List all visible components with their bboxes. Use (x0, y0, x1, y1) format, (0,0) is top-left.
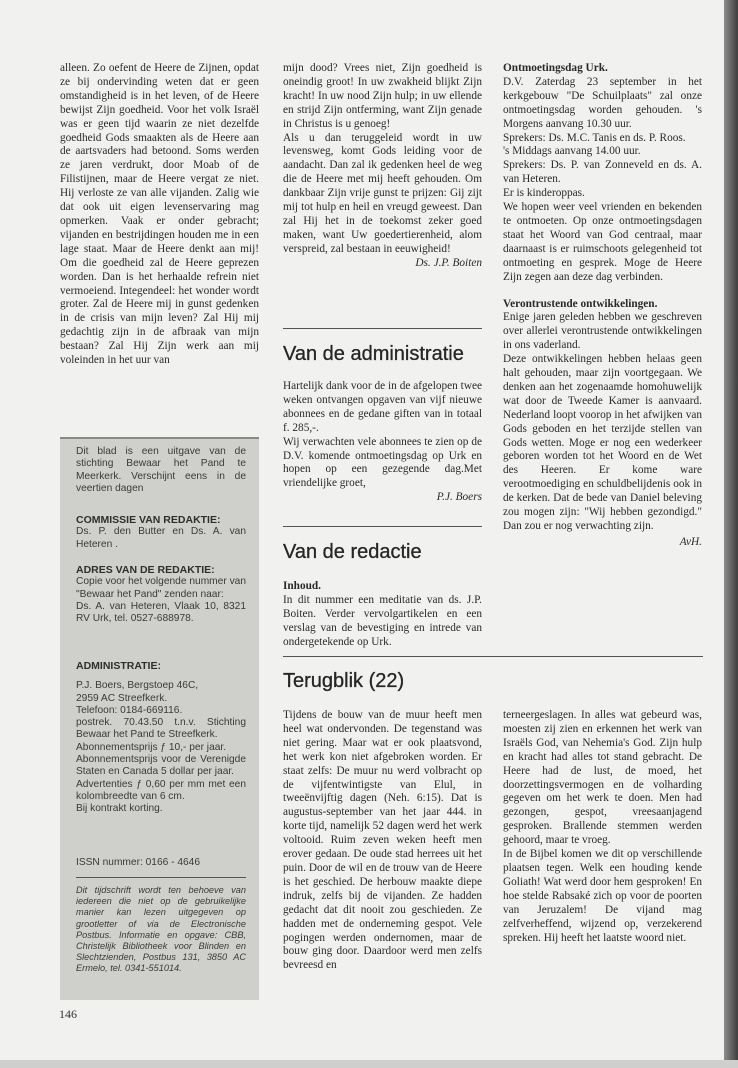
ontmoetingsdag-paragraph: Sprekers: Ds. P. van Zonneveld en ds. A. van Heteren. (503, 159, 702, 186)
colophon-adres (76, 564, 246, 625)
ontmoetingsdag-paragraph: D.V. Zaterdag 23 september in het kerkgebouw "De Schuilplaats" zal onze ontmoetingsdag worden gehouden. 's Morgens aanvang 10.30 uur. (503, 75, 702, 130)
colophon-note (76, 885, 246, 975)
ontmoetingsdag-paragraph: We hopen weer veel vrienden en bekenden te ontmoeten. Op onze ontmoetingsdagen staat het Woord van God centraal, maar daarnaast is er ruimschoots gelegenheid tot ontmoeting en gesprek. Moge de Heere Zijn zegen aan deze dag verbinden. (503, 201, 702, 283)
meditation-paragraph: Als u dan teruggeleid wordt in uw levensweg, komt Gods leiding voor de aandacht. Dan zal ik gedenken heel de weg die de Heere met mij heeft gehouden. Om dankbaar Zijn vrije gunst te prijzen: Gij zijt mij tot hulp en heil en vreugd geweest. Dan zal Hij het in de toekomst zeker goed maken, want Uw goedertierenheid, alom verspreid, zal bestaan in eeuwigheid! (283, 131, 482, 255)
terugblik-column-right (503, 709, 702, 945)
adres-heading: ADRES VAN DE REDAKTIE: (76, 564, 215, 576)
meditation-signature: Ds. J.P. Boiten (415, 256, 482, 269)
terugblik-paragraph: In de Bijbel komen we dit op verschillende plaatsen tegen. Welk een houding kende Goliath! Wat werd door hem gesproken! En hoe stelde Rabsaké zich op voor de poorten van Jeruzalem! De vijand mag zelfverheffend, wijzend op, verzekerend spreken. Hij heeft het laatste woord niet. (503, 848, 702, 944)
redactie-subheading: Inhoud. (283, 580, 322, 592)
verontrustende-paragraph: Deze ontwikkelingen hebben helaas geen halt gehouden, maar zijn voortgegaan. We denken aan het zogenaamde homohuwelijk wat door de Tweede Kamer is aanvaard. Nederland loopt voorop in het afwijken van Gods geboden en het terzijde stellen van Gods wetten. Moge er nog een wederkeer geboren worden tot het Woord en de Wet des Heeren. Er kome ware verootmoediging en schuldbelijdenis ook in de kerken. Dat de bede van Daniel beleving zou mogen zijn: "Wij hebben gezondigd." Dan zou er nog verwachting zijn. (503, 353, 702, 532)
ontmoetingsdag-paragraph: Er is kinderoppas. (503, 187, 585, 200)
redactie-section (283, 580, 482, 650)
terugblik-heading: Terugblik (22) (283, 670, 405, 692)
colophon-administratie (76, 660, 246, 816)
terugblik-paragraph: Tijdens de bouw van de muur heeft men heel wat ondervonden. De tegenstand was niet gering. Maar wat er ook plaatsvond, het werk kon niet afgebroken worden. Er staat zelfs: De muur nu werd volbracht op de vijfentwintigste van Elul, in tweeënvijftig dagen (Neh. 6:15). Dat is augustus-september van het jaar 444. in korte tijd, namelijk 52 dagen werd het werk voltooid. Ruim zeven weken heeft men erover gedaan. De oude stad herrees uit het puin. Door de wil en de trouw van de Heere is het geschied. De herbouw maakte diepe indruk, zelfs bij de vijanden. Ze hadden gedacht dat dit nooit zou geschieden. Ze hadden met de onderneming gespot. Vele pogingen werden ondernomen, maar de bouw ging door. Daardoor werd men zelfs bevreesd en (283, 709, 482, 972)
admin-line: postrek. 70.43.50 t.n.v. Stichting Bewaar het Pand te Streefkerk. (76, 717, 246, 741)
meditation-column-2 (283, 62, 482, 271)
administratie-paragraph: Wij verwachten vele abonnees te zien op de D.V. komende ontmoetingsdag op Urk en hopen op een gezegende dag.Met vriendelijke groet, (283, 435, 482, 490)
administratie-heading: Van de administratie (283, 343, 464, 365)
administratie-paragraph: Hartelijk dank voor de in de afgelopen twee weken ontvangen opgaven van vijf nieuwe abonnees en de gedane giften van in totaal f. 285,-. (283, 380, 482, 434)
announcements-column (503, 62, 702, 550)
ontmoetingsdag-paragraph: Sprekers: Ds. M.C. Tanis en ds. P. Roos. (503, 131, 686, 144)
admin-line: Bij kontrakt korting. (76, 803, 163, 815)
meditation-column-1 (60, 62, 259, 368)
meditation-text: alleen. Zo oefent de Heere de Zijnen, opdat ze bij ondervinding weten dat er geen omstandigheid is in het leven, of de Heere bewijst Zijn goedheid. Voor het volk Israël was er geen tijd waarin ze niet dezelfde goedheid Gods smaakten als de Heere aan de aartsvaders had betoond. Soms werden ze jaren verdrukt, door Moab of de Filistijnen, maar de Heere vergat ze niet. Hij verloste ze van alle vijanden. Zalig wie dat ook uit eigen levenservaring mag opmerken. Vaak er onder gebracht; vijanden en bestrijdingen houden me in een lage staat. Maar de Heere denkt aan mij! Om die goedheid zal de Heere geprezen worden. Dan is het herhaalde refrein niet vermoeiend. Integendeel: het wonder wordt groter. Zal de Heere mij in gunst gedenken in de crisis van mijn leven? Zal Hij mij gedachtig zijn in de afbraak van mijn bestaan? Zal Hij Zijn werk aan mij voleinden in het uur van (60, 62, 259, 367)
issn-number: ISSN nummer: 0166 - 4646 (76, 857, 201, 868)
admin-line: P.J. Boers, Bergstoep 46C, (76, 680, 199, 692)
redactie-paragraph: In dit nummer een meditatie van ds. J.P. Boiten. Verder vervolgartikelen en een verslag van de bevestiging en intrede van ondergetekende op Urk. (283, 593, 482, 648)
terugblik-paragraph: terneergeslagen. In alles wat gebeurd was, moesten zij zien en erkennen het werk van Israëls God, van Nehemia's God. Zijn hulp en kracht had alles tot stand gebracht. De Heere had de lust, de moed, het doorzettingsvermogen en de volharding gegeven om het werk te doen. Men had gezongen, gespot, vreesaanjagend gesproken. Brallende stemmen werden gehoord, maar te vroeg. (503, 709, 702, 847)
redactie-heading: Van de redactie (283, 541, 422, 563)
commissie-text: Ds. P. den Butter en Ds. A. van Heteren . (76, 526, 246, 550)
page-number: 146 (59, 1007, 77, 1021)
adres-address: Ds. A. van Heteren, Vlaak 10, 8321 RV Urk, tel. 0527-688978. (76, 600, 246, 625)
colophon-note-text: Dit tijdschrift wordt ten behoeve van iedereen die niet op de gebruikelijke manier kan lezen uitgegeven op grootletter of via de Electronische Postbus. Informatie en opgave: CBB, Christelijk Bibliotheek voor Blinden en Slechtzienden, Postbus 131, 3850 AC Ermelo, tel. 0341-551014. (76, 885, 246, 974)
page-edge-shadow (724, 0, 738, 1068)
ontmoetingsdag-paragraph: 's Middags aanvang 14.00 uur. (503, 145, 641, 158)
verontrustende-heading: Verontrustende ontwikkelingen. (503, 297, 658, 310)
colophon-issn (76, 857, 246, 869)
admin-line: 2959 AC Streefkerk. (76, 692, 168, 704)
page-bottom-edge (0, 1060, 738, 1068)
section-divider (283, 656, 703, 657)
admin-line: Telefoon: 0184-669116. (76, 704, 183, 716)
colophon-intro (76, 446, 246, 495)
ontmoetingsdag-heading: Ontmoetingsdag Urk. (503, 62, 608, 74)
colophon-box (60, 437, 259, 1000)
section-divider (283, 526, 482, 527)
admin-line: Advertenties ƒ 0,60 per mm met een kolombreedte van 6 cm. (76, 778, 246, 802)
admin-heading: ADMINISTRATIE: (76, 660, 161, 672)
colophon-commissie (76, 514, 246, 551)
adres-text: Copie voor het volgende nummer van "Bewaar het Pand" zenden naar: (76, 576, 246, 600)
verontrustende-signature: AvH. (679, 535, 702, 548)
admin-line: Abonnementsprijs voor de Verenigde Staten en Canada 5 dollar per jaar. (76, 754, 246, 778)
administratie-section (283, 380, 482, 505)
verontrustende-paragraph: Enige jaren geleden hebben we geschreven over allerlei verontrustende ontwikkelingen in ons vaderland. (503, 311, 702, 352)
terugblik-column-left (283, 709, 482, 973)
meditation-paragraph: mijn dood? Vrees niet, Zijn goedheid is oneindig groot! In uw zwakheid blijkt Zijn kracht! In uw nood Zijn hulp; in uw ellende en strijd Zijn ontferming, want Zijn genade in Christus is u genoeg! (283, 62, 482, 130)
colophon-intro-text: Dit blad is een uitgave van de stichting Bewaar het Pand te Meerkerk. Verschijnt eens in de veertien dagen (76, 446, 246, 494)
commissie-heading: COMMISSIE VAN REDAKTIE: (76, 514, 221, 526)
colophon-divider (76, 877, 246, 878)
administratie-signature: P.J. Boers (436, 491, 482, 504)
section-divider (283, 328, 482, 329)
admin-line: Abonnementsprijs ƒ 10,- per jaar. (76, 741, 227, 753)
